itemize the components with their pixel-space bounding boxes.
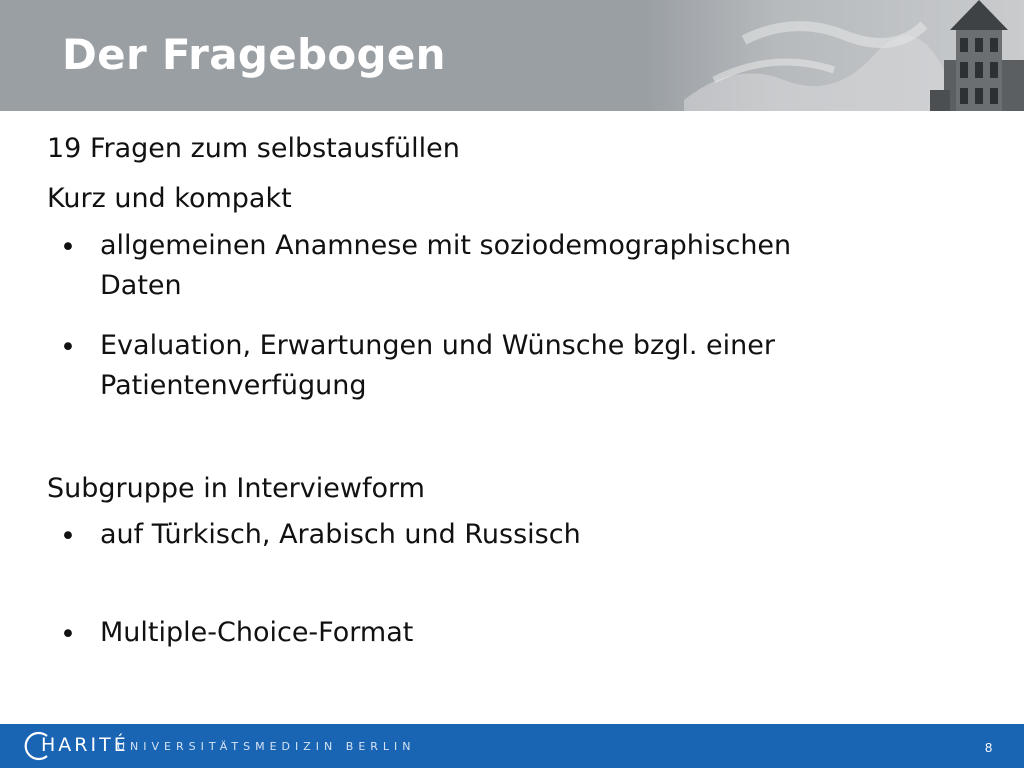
subheading: Subgruppe in Interviewform bbox=[47, 473, 425, 504]
list-item-text: Evaluation, Erwartungen und Wünsche bzgl. einer Patientenverfügung bbox=[100, 330, 775, 401]
list-item-text: auf Türkisch, Arabisch und Russisch bbox=[100, 519, 581, 550]
list-item-text: allgemeinen Anamnese mit soziodemographischen Daten bbox=[100, 230, 792, 301]
logo-wordmark: HARITÉ bbox=[41, 734, 129, 756]
intro-line-2: Kurz und kompakt bbox=[47, 183, 292, 214]
logo-subtitle: UNIVERSITÄTSMEDIZIN BERLIN bbox=[117, 740, 416, 753]
list-item-text: Multiple-Choice-Format bbox=[100, 617, 414, 648]
bullet-icon: • bbox=[60, 619, 76, 650]
bullet-icon: • bbox=[60, 332, 76, 363]
building-photo bbox=[644, 0, 1024, 111]
header-bar bbox=[0, 0, 1024, 111]
slide-title: Der Fragebogen bbox=[62, 30, 446, 79]
page-number: 8 bbox=[985, 740, 993, 755]
bullet-icon: • bbox=[60, 521, 76, 552]
bullet-icon: • bbox=[60, 232, 76, 263]
intro-line-1: 19 Fragen zum selbstausfüllen bbox=[47, 133, 460, 164]
footer-bar bbox=[0, 724, 1024, 768]
